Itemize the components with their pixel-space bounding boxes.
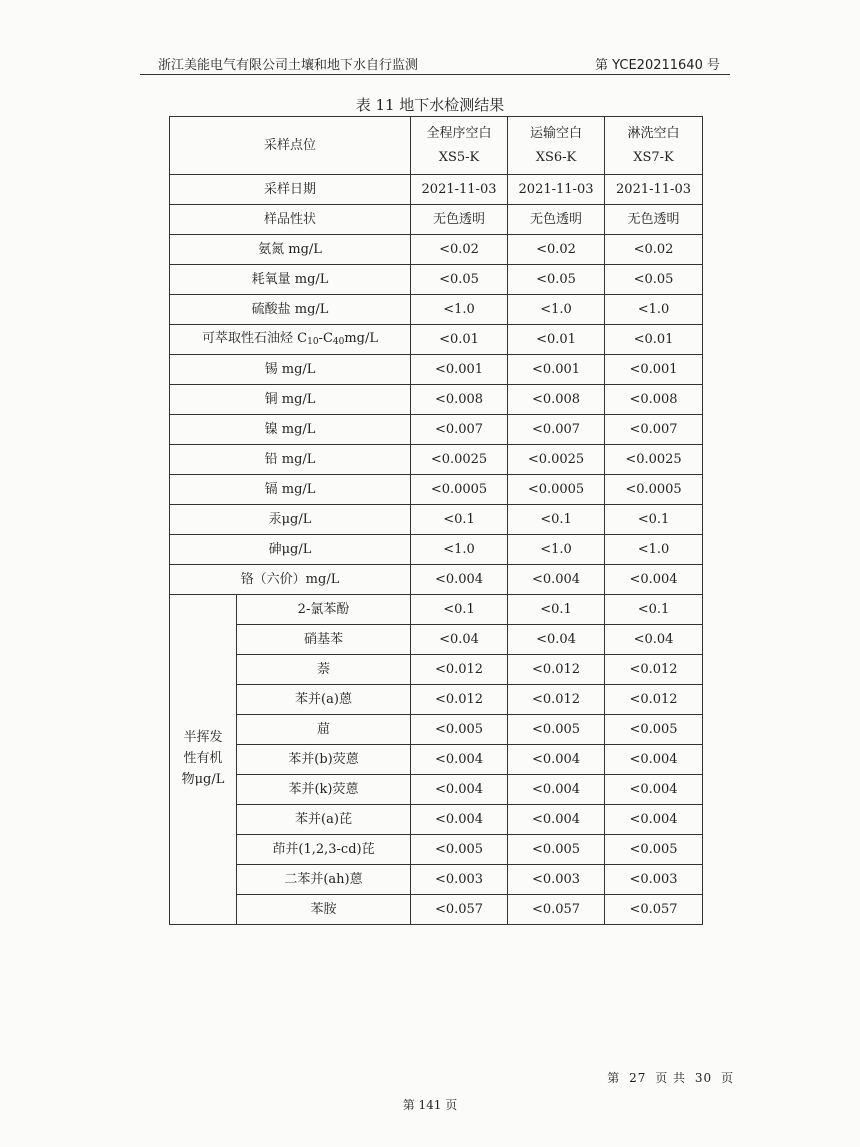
value-cell: <0.004 <box>605 565 703 595</box>
section-page-counter <box>607 1069 734 1086</box>
value-cell: <0.057 <box>508 895 605 925</box>
value-cell: <0.004 <box>605 805 703 835</box>
analyte-label: 䓛 <box>237 715 411 745</box>
value-cell: <0.02 <box>411 235 508 265</box>
value-cell: <0.01 <box>508 325 605 355</box>
column-name: 淋洗空白 <box>627 126 680 142</box>
value-cell: <0.01 <box>411 325 508 355</box>
value-cell: <0.1 <box>508 505 605 535</box>
value-cell: <0.005 <box>411 715 508 745</box>
analyte-label: 镉 mg/L <box>170 475 411 505</box>
svoc-row <box>170 655 703 685</box>
pager-suffix: 页 <box>720 1071 734 1085</box>
analyte-label: 苯并(a)蒽 <box>237 685 411 715</box>
value-cell: <0.0005 <box>605 475 703 505</box>
sampling-point-header: 采样点位 <box>170 117 411 175</box>
value-cell: <0.1 <box>411 595 508 625</box>
svoc-row <box>170 865 703 895</box>
value-cell: <0.001 <box>508 355 605 385</box>
value-cell: <0.05 <box>411 265 508 295</box>
value-cell: <0.0025 <box>605 445 703 475</box>
group-label-line: 半挥发 <box>183 730 223 746</box>
table-row <box>170 565 703 595</box>
analyte-label: 砷μg/L <box>170 535 411 565</box>
value-cell: <0.008 <box>605 385 703 415</box>
value-cell: <0.1 <box>411 505 508 535</box>
row-label: 样品性状 <box>170 205 411 235</box>
value-cell: <0.003 <box>411 865 508 895</box>
value-cell: <0.012 <box>411 655 508 685</box>
pager-prefix: 第 <box>607 1071 621 1085</box>
page-header <box>140 52 730 75</box>
value-cell: <0.01 <box>605 325 703 355</box>
label-part: 可萃取性石油烃 C <box>202 331 308 347</box>
svoc-row <box>170 625 703 655</box>
value-cell: <0.1 <box>605 505 703 535</box>
value-cell: <0.005 <box>605 835 703 865</box>
value-cell: <0.02 <box>508 235 605 265</box>
value-cell: <0.004 <box>411 745 508 775</box>
value-cell: <0.008 <box>508 385 605 415</box>
column-header <box>605 117 703 175</box>
column-header <box>411 117 508 175</box>
analyte-label: 硫酸盐 mg/L <box>170 295 411 325</box>
value-cell: <1.0 <box>411 535 508 565</box>
table-row <box>170 295 703 325</box>
value-cell: <0.012 <box>605 655 703 685</box>
value-cell: <0.005 <box>605 715 703 745</box>
value-cell: <0.005 <box>508 835 605 865</box>
svoc-row <box>170 895 703 925</box>
value-cell: <0.007 <box>508 415 605 445</box>
value-cell: 无色透明 <box>508 205 605 235</box>
analyte-label: 苯并(a)芘 <box>237 805 411 835</box>
value-cell: <0.004 <box>508 805 605 835</box>
value-cell: <0.008 <box>411 385 508 415</box>
value-cell: <0.04 <box>605 625 703 655</box>
value-cell: <0.1 <box>605 595 703 625</box>
value-cell: <0.012 <box>508 685 605 715</box>
value-cell: <0.0005 <box>508 475 605 505</box>
value-cell: <0.012 <box>508 655 605 685</box>
value-cell: <0.04 <box>508 625 605 655</box>
analyte-label <box>170 325 411 355</box>
table-row <box>170 415 703 445</box>
svoc-group-label <box>170 595 237 925</box>
value-cell: <0.003 <box>508 865 605 895</box>
svoc-row <box>170 835 703 865</box>
analyte-label: 硝基苯 <box>237 625 411 655</box>
analyte-label: 铬（六价）mg/L <box>170 565 411 595</box>
svoc-row <box>170 745 703 775</box>
table-row <box>170 475 703 505</box>
value-cell: <0.004 <box>411 565 508 595</box>
value-cell: <0.04 <box>411 625 508 655</box>
analyte-label: 茚并(1,2,3-cd)芘 <box>237 835 411 865</box>
value-cell: <0.001 <box>411 355 508 385</box>
value-cell: <0.004 <box>605 745 703 775</box>
value-cell: <0.007 <box>605 415 703 445</box>
analyte-label: 氨氮 mg/L <box>170 235 411 265</box>
value-cell: 无色透明 <box>411 205 508 235</box>
value-cell: <0.0005 <box>411 475 508 505</box>
value-cell: <0.007 <box>411 415 508 445</box>
results-table-body <box>170 117 703 925</box>
table-header-row <box>170 117 703 175</box>
analyte-label: 镍 mg/L <box>170 415 411 445</box>
label-part: 40 <box>332 337 345 348</box>
group-label-line: 性有机 <box>183 751 223 767</box>
value-cell: 2021-11-03 <box>605 175 703 205</box>
analyte-label: 苯并(k)荧蒽 <box>237 775 411 805</box>
table-row <box>170 325 703 355</box>
value-cell: <1.0 <box>605 295 703 325</box>
table-row <box>170 445 703 475</box>
svoc-row <box>170 775 703 805</box>
label-part: mg/L <box>344 331 379 347</box>
table-row <box>170 505 703 535</box>
value-cell: 无色透明 <box>605 205 703 235</box>
value-cell: <0.0025 <box>508 445 605 475</box>
value-cell: <0.004 <box>605 775 703 805</box>
label-part: -C <box>318 331 333 347</box>
analyte-label: 耗氧量 mg/L <box>170 265 411 295</box>
groundwater-results-table <box>169 116 703 925</box>
svoc-row <box>170 715 703 745</box>
value-cell: <0.012 <box>605 685 703 715</box>
value-cell: <0.05 <box>508 265 605 295</box>
column-name: 运输空白 <box>530 126 583 142</box>
svoc-row <box>170 595 703 625</box>
analyte-label: 锡 mg/L <box>170 355 411 385</box>
table-row <box>170 265 703 295</box>
value-cell: <1.0 <box>508 535 605 565</box>
pager-mid: 页 共 <box>655 1071 687 1085</box>
info-row <box>170 175 703 205</box>
analyte-label: 铅 mg/L <box>170 445 411 475</box>
value-cell: <0.1 <box>508 595 605 625</box>
header-company: 浙江美能电气有限公司土壤和地下水自行监测 <box>158 58 419 73</box>
analyte-label: 苯胺 <box>237 895 411 925</box>
analyte-label: 二苯并(ah)蒽 <box>237 865 411 895</box>
analyte-label: 苯并(b)荧蒽 <box>237 745 411 775</box>
value-cell: <0.02 <box>605 235 703 265</box>
value-cell: <0.004 <box>411 805 508 835</box>
value-cell: <0.004 <box>508 775 605 805</box>
table-row <box>170 355 703 385</box>
value-cell: <0.0025 <box>411 445 508 475</box>
table-caption: 表 11 地下水检测结果 <box>355 96 505 114</box>
table-row <box>170 235 703 265</box>
value-cell: <0.057 <box>411 895 508 925</box>
current-page: 27 <box>629 1071 647 1085</box>
value-cell: <0.004 <box>508 745 605 775</box>
value-cell: <1.0 <box>411 295 508 325</box>
document-folio: 第 141 页 <box>402 1098 458 1112</box>
column-code: XS6-K <box>535 149 577 165</box>
analyte-label: 萘 <box>237 655 411 685</box>
value-cell: <0.001 <box>605 355 703 385</box>
svoc-row <box>170 685 703 715</box>
value-cell: <0.05 <box>605 265 703 295</box>
value-cell: <0.005 <box>411 835 508 865</box>
value-cell: 2021-11-03 <box>411 175 508 205</box>
value-cell: <0.057 <box>605 895 703 925</box>
svoc-row <box>170 805 703 835</box>
value-cell: <0.004 <box>411 775 508 805</box>
table-row <box>170 385 703 415</box>
value-cell: 2021-11-03 <box>508 175 605 205</box>
column-code: XS7-K <box>633 149 674 165</box>
total-pages: 30 <box>694 1071 713 1085</box>
value-cell: <1.0 <box>605 535 703 565</box>
group-label-line: 物μg/L <box>181 771 225 787</box>
header-report-number: 第 YCE20211640 号 <box>595 58 720 73</box>
value-cell: <0.004 <box>508 565 605 595</box>
value-cell: <0.005 <box>508 715 605 745</box>
analyte-label: 汞μg/L <box>170 505 411 535</box>
label-part: 10 <box>307 337 319 348</box>
column-name: 全程序空白 <box>426 126 492 142</box>
column-header <box>508 117 605 175</box>
value-cell: <0.012 <box>411 685 508 715</box>
info-row <box>170 205 703 235</box>
table-row <box>170 535 703 565</box>
row-label: 采样日期 <box>170 175 411 205</box>
column-code: XS5-K <box>438 149 480 165</box>
value-cell: <1.0 <box>508 295 605 325</box>
analyte-label: 铜 mg/L <box>170 385 411 415</box>
analyte-label: 2-氯苯酚 <box>237 595 411 625</box>
value-cell: <0.003 <box>605 865 703 895</box>
